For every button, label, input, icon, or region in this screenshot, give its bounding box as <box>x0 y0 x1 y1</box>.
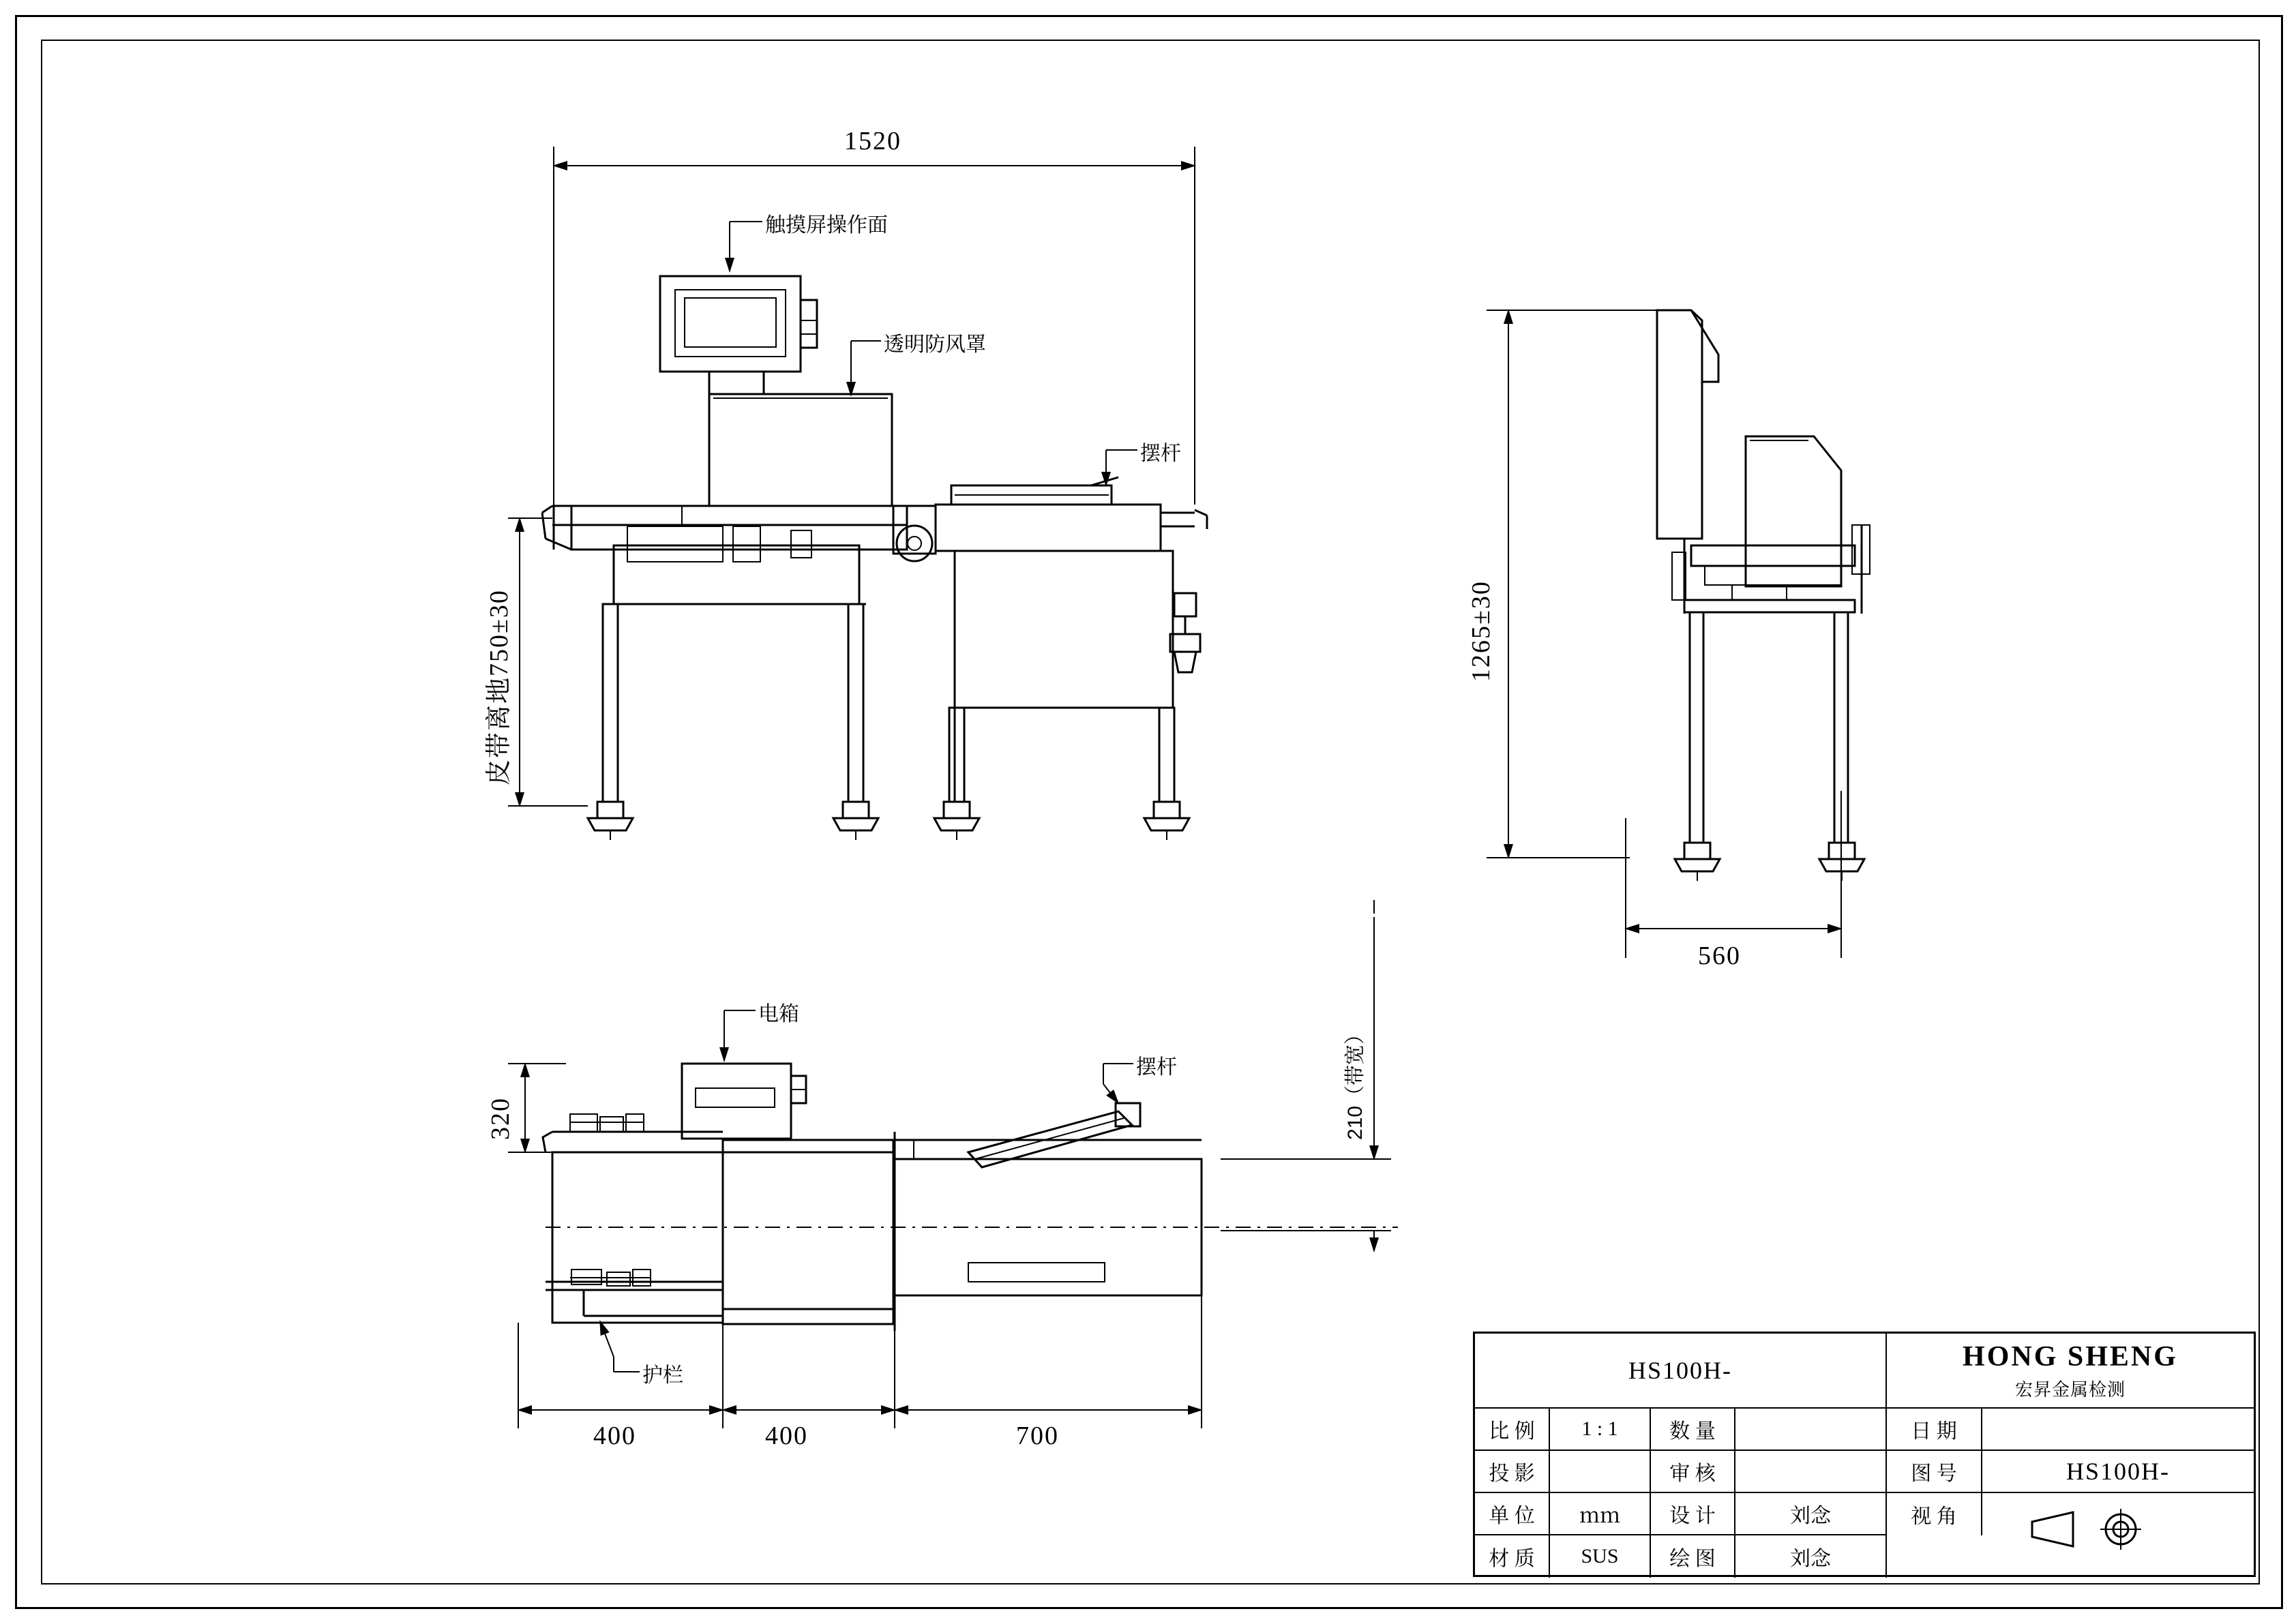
front-view-geometry <box>508 147 1207 840</box>
callout-swing-arm-top: 摆杆 <box>1136 1056 1177 1079</box>
tb-label-material: 材 质 <box>1475 1535 1550 1578</box>
tb-value-material: SUS <box>1550 1535 1651 1578</box>
dim-section-1: 400 <box>593 1422 636 1450</box>
tb-value-scale: 1 : 1 <box>1550 1409 1651 1451</box>
tb-projection-symbol-cell <box>1982 1493 2254 1535</box>
tb-projection-symbol-spacer <box>1887 1535 2254 1578</box>
tb-value-drafter: 刘念 <box>1735 1535 1887 1578</box>
dim-overall-length: 1520 <box>844 127 901 155</box>
dim-box-width: 320 <box>486 1097 515 1140</box>
tb-value-unit: ｍｍ <box>1550 1493 1651 1535</box>
company-name-en: HONG SHENG <box>1963 1340 2178 1372</box>
top-view-geometry <box>508 900 1398 1428</box>
tb-label-design: 设 计 <box>1651 1493 1735 1535</box>
dim-section-2: 400 <box>765 1422 808 1450</box>
tb-value-drawing-no: HS100H- <box>2066 1458 2170 1485</box>
tb-label-scale: 比 例 <box>1475 1409 1550 1451</box>
tb-label-view-angle: 视 角 <box>1887 1493 1982 1535</box>
tb-value-quantity <box>1735 1409 1887 1451</box>
title-block-part-name: HS100H- <box>1628 1357 1732 1384</box>
tb-label-projection: 投 影 <box>1475 1451 1550 1493</box>
callout-windshield: 透明防风罩 <box>884 333 986 356</box>
tb-label-drawing-no: 图 号 <box>1887 1451 1982 1493</box>
tb-value-date <box>1982 1409 2254 1451</box>
tb-label-check: 审 核 <box>1651 1451 1735 1493</box>
tb-label-drafter: 绘 图 <box>1651 1535 1735 1578</box>
callout-guard-rail: 护栏 <box>642 1364 683 1387</box>
tb-label-date: 日 期 <box>1887 1409 1982 1451</box>
dim-overall-width: 560 <box>1698 942 1741 970</box>
dim-section-3: 700 <box>1016 1422 1059 1450</box>
tb-value-projection <box>1550 1451 1651 1493</box>
dim-belt-width: 210（带宽） <box>1344 1023 1367 1140</box>
side-view-geometry <box>1487 310 1870 958</box>
company-name-cn: 宏昇金属检测 <box>2014 1379 2126 1400</box>
tb-value-design: 刘念 <box>1735 1493 1887 1535</box>
tb-value-check <box>1735 1451 1887 1493</box>
tb-label-unit: 单 位 <box>1475 1493 1550 1535</box>
callout-swing-arm-front: 摆杆 <box>1140 442 1181 465</box>
tb-label-quantity: 数 量 <box>1651 1409 1735 1451</box>
dim-overall-height: 1265±30 <box>1467 580 1495 682</box>
callout-electric-box: 电箱 <box>758 1003 799 1025</box>
callout-touchscreen: 触摸屏操作面 <box>765 214 888 237</box>
title-block <box>1473 1332 2256 1577</box>
dim-belt-height: 皮带离地750±30 <box>485 589 513 785</box>
